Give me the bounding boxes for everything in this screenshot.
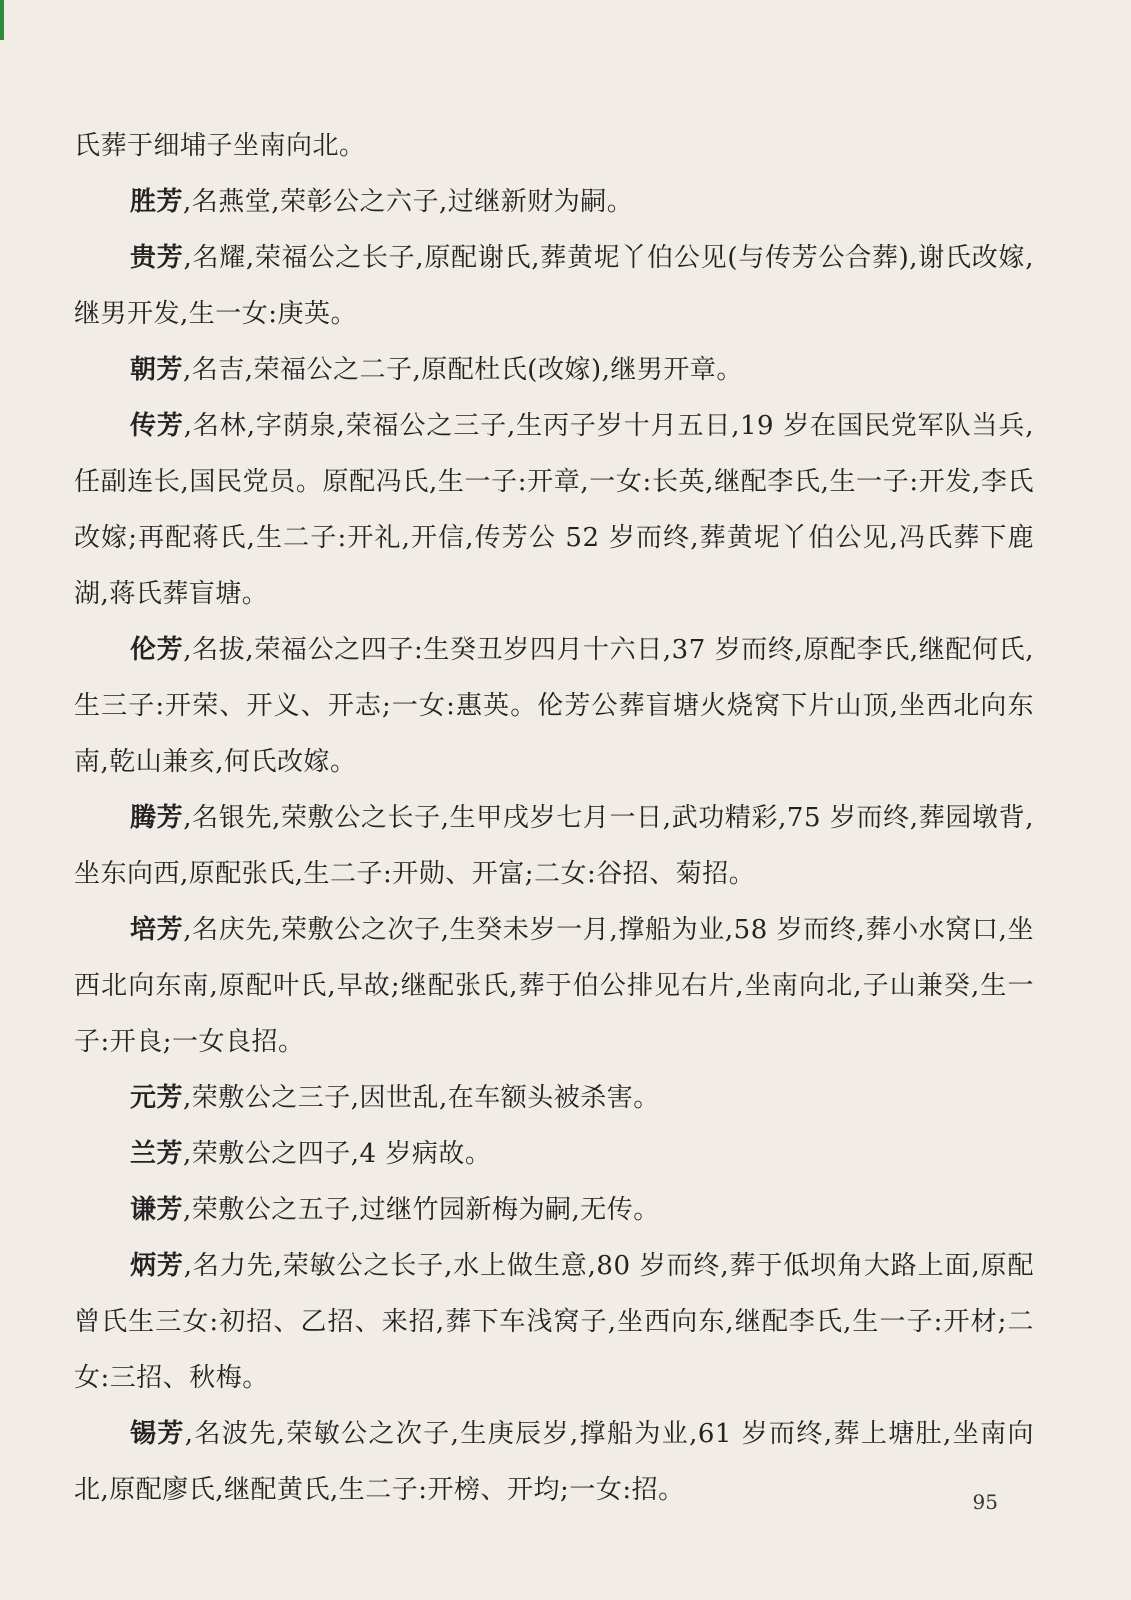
paragraph — [74, 1126, 1034, 1182]
paragraph-text: ,名吉,荣福公之二子,原配杜氏(改嫁),继男开章。 — [183, 355, 743, 385]
paragraph-text: ,名力先,荣敏公之长子,水上做生意,80 岁而终,葬于低坝角大路上面,原配曾氏生三女:初招、乙招、来招,葬下车浅窝子,坐西向东,继配李氏,生一子:开材;二女:三招、秋梅。 — [74, 1251, 1034, 1393]
paragraph — [74, 174, 1034, 230]
paragraph — [74, 1182, 1034, 1238]
person-name: 元芳 — [130, 1083, 184, 1113]
paragraph-text: ,荣敷公之五子,过继竹园新梅为嗣,无传。 — [183, 1195, 660, 1225]
page-number: 95 — [972, 1490, 998, 1514]
person-name: 朝芳 — [130, 355, 184, 385]
paragraph — [74, 622, 1034, 790]
document-body — [74, 118, 1034, 1518]
paragraph — [74, 1070, 1034, 1126]
person-name: 胜芳 — [130, 187, 184, 217]
paragraph-text: ,名庆先,荣敷公之次子,生癸未岁一月,撑船为业,58 岁而终,葬小水窝口,坐西北向东南,原配叶氏,早故;继配张氏,葬于伯公排见右片,坐南向北,子山兼癸,生一子:开良;一女良招。 — [74, 915, 1034, 1057]
person-name: 兰芳 — [130, 1139, 184, 1169]
paragraph-text: ,名林,字荫泉,荣福公之三子,生丙子岁十月五日,19 岁在国民党军队当兵,任副连长,国民党员。原配冯氏,生一子:开章,一女:长英,继配李氏,生一子:开发,李氏改嫁;再配蒋氏,生二子:开礼,开信,传芳公 52 岁而终,葬黄坭丫伯公见,冯氏葬下鹿湖,蒋氏葬盲塘。 — [74, 411, 1034, 609]
paragraph — [74, 230, 1034, 342]
person-name: 传芳 — [130, 411, 184, 441]
paragraph — [74, 790, 1034, 902]
person-name: 谦芳 — [130, 1195, 184, 1225]
paragraph — [74, 398, 1034, 622]
paragraph — [74, 902, 1034, 1070]
paragraph-text: ,名波先,荣敏公之次子,生庚辰岁,撑船为业,61 岁而终,葬上塘肚,坐南向北,原配廖氏,继配黄氏,生二子:开榜、开均;一女:招。 — [74, 1419, 1034, 1505]
person-name: 贵芳 — [130, 243, 184, 273]
paragraph-text: ,名耀,荣福公之长子,原配谢氏,葬黄坭丫伯公见(与传芳公合葬),谢氏改嫁,继男开发,生一女:庚英。 — [74, 243, 1034, 329]
paragraph — [74, 1238, 1034, 1406]
paragraph — [74, 118, 1034, 174]
person-name: 伦芳 — [130, 635, 184, 665]
paragraph — [74, 1406, 1034, 1518]
paragraph-text: ,名拔,荣福公之四子:生癸丑岁四月十六日,37 岁而终,原配李氏,继配何氏,生三子:开荣、开义、开志;一女:惠英。伦芳公葬盲塘火烧窝下片山顶,坐西北向东南,乾山兼亥,何氏改嫁。 — [74, 635, 1034, 777]
paragraph-text: ,名银先,荣敷公之长子,生甲戌岁七月一日,武功精彩,75 岁而终,葬园墩背,坐东向西,原配张氏,生二子:开勋、开富;二女:谷招、菊招。 — [74, 803, 1034, 889]
person-name: 腾芳 — [130, 803, 184, 833]
paragraph-text: ,荣敷公之三子,因世乱,在车额头被杀害。 — [183, 1083, 660, 1113]
paragraph — [74, 342, 1034, 398]
paragraph-text: 氏葬于细埔子坐南向北。 — [74, 131, 366, 161]
person-name: 培芳 — [130, 915, 184, 945]
paragraph-text: ,荣敷公之四子,4 岁病故。 — [183, 1139, 492, 1169]
person-name: 锡芳 — [130, 1419, 185, 1449]
page-edge-mark — [0, 0, 4, 40]
paragraph-text: ,名燕堂,荣彰公之六子,过继新财为嗣。 — [183, 187, 634, 217]
person-name: 炳芳 — [130, 1251, 184, 1281]
